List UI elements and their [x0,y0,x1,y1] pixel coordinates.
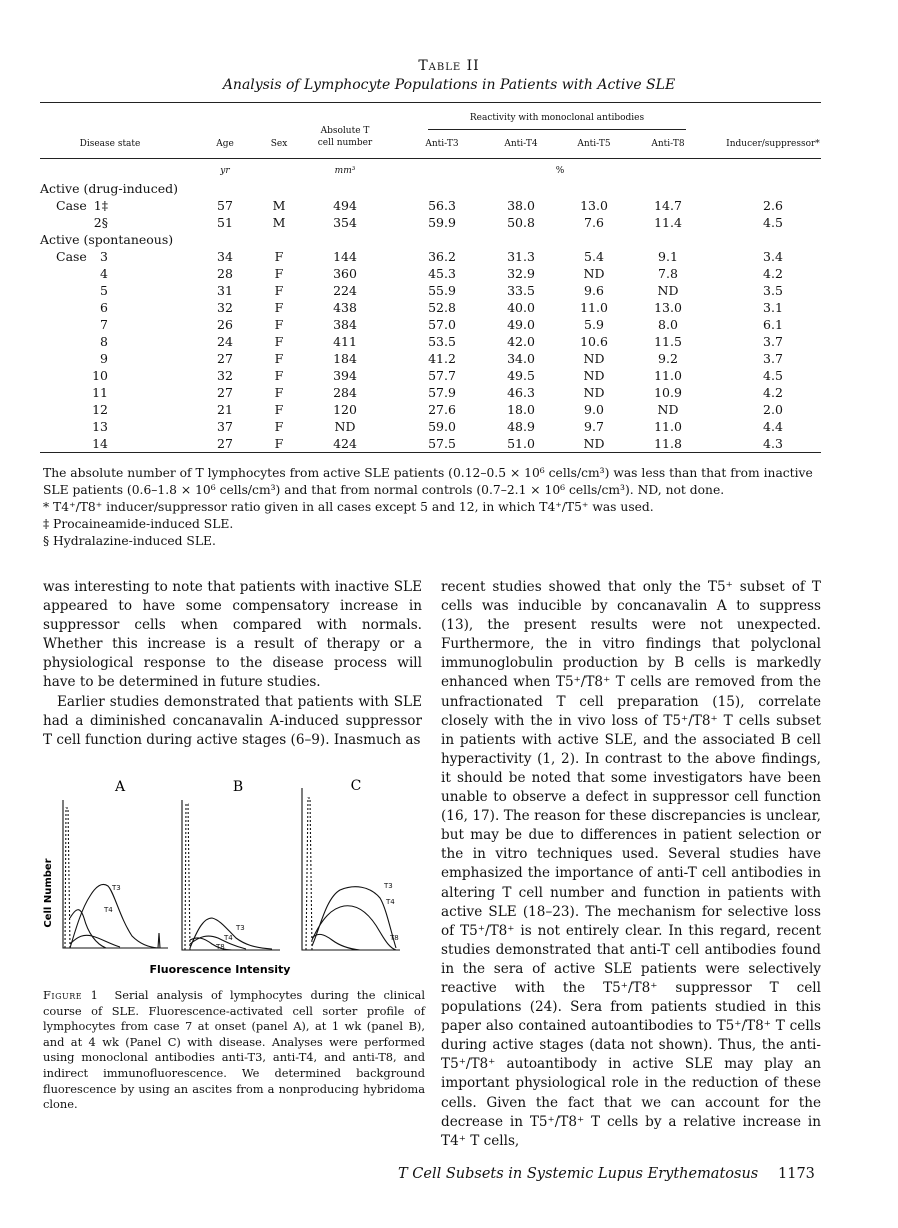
cell-t5: 7.6 [584,215,604,230]
left-paragraph-1: was interesting to note that patients with inactive SLE appeared to have some compensatory increase in suppressor cells when compared with normals. Whether this increase is a result of therapy or a physiological response to the disease process will have to be determined in future studies. [43,579,422,691]
cell-sex: F [274,385,284,400]
cell-age: 28 [217,266,233,281]
panel-c [302,788,400,950]
row-case-number: 14 [92,436,108,451]
row-case-label: Case [56,198,87,213]
cell-t8: 10.9 [654,385,682,400]
cell-age: 51 [217,215,233,230]
cell-t8: 7.8 [658,266,678,281]
cell-t3: 45.3 [428,266,456,281]
cell-t8: 11.8 [654,436,682,451]
cell-age: 26 [217,317,233,332]
group-label-drug: Active (drug-induced) [40,181,178,196]
cell-t4: 50.8 [507,215,535,230]
cell-age: 32 [217,300,233,315]
cell-t8: 9.1 [658,249,678,264]
panel-a-background-curve [65,808,70,948]
cell-abs: 360 [333,266,357,281]
cell-ratio: 3.7 [763,334,783,349]
cell-t8: 11.0 [654,419,682,434]
cell-t3: 59.9 [428,215,456,230]
cell-t5: 11.0 [580,300,608,315]
cell-sex: F [274,249,284,264]
cell-ratio: 4.5 [763,368,783,383]
cell-t3: 56.3 [428,198,456,213]
right-column [441,578,821,1151]
cell-t4: 49.5 [507,368,535,383]
cell-age: 32 [217,368,233,383]
cell-t5: 9.6 [584,283,604,298]
cell-sex: F [274,402,284,417]
cell-abs: 120 [333,402,357,417]
group-header: Reactivity with monoclonal antibodies [469,113,645,123]
cell-t4: 42.0 [507,334,535,349]
panel-c-t3-curve [312,887,396,948]
cell-ratio: 4.5 [763,215,783,230]
cell-t3: 57.5 [428,436,456,451]
group-label-spontaneous: Active (spontaneous) [40,232,174,247]
cell-ratio: 4.2 [763,385,783,400]
cell-age: 24 [217,334,233,349]
cell-sex: F [274,334,284,349]
group-header-rule [428,129,686,130]
cell-t3: 55.9 [428,283,456,298]
header-age: Age [216,139,234,149]
cell-t3: 57.7 [428,368,456,383]
cell-t5: ND [583,368,605,383]
cell-t8: ND [657,283,679,298]
cell-t3: 57.0 [428,317,456,332]
row-case-number: 1‡ [93,198,108,213]
cell-age: 27 [217,351,233,366]
cell-t4: 38.0 [507,198,535,213]
cell-age: 37 [217,419,233,434]
cell-t8: 11.4 [654,215,682,230]
cell-t5: ND [583,385,605,400]
panel-a-t3-label: T3 [112,884,121,892]
cell-t5: 5.4 [584,249,604,264]
figure-caption-lead: Figure 1 [43,988,99,1002]
table-subtitle: Analysis of Lymphocyte Populations in Patients with Active SLE [222,77,676,93]
cell-abs: 184 [333,351,357,366]
cell-sex: F [274,266,284,281]
cell-t4: 46.3 [507,385,535,400]
panel-a-spike [158,933,160,948]
figure-caption-text: Serial analysis of lymphocytes during the clinical course of SLE. Fluorescence-activated cell sorter profile of lymphocytes from case 7 at onset (panel A), at 1 wk (panel B), and at 4 wk (Panel C) with disease. Analyses were performed using monoclonal antibodies anti-T3, anti-T4, and anti-T8, and indirect immunofluorescence. We determined background fluorescence by using an ascites from a nonproducing hybridoma clone. [43,988,425,1112]
cell-age: 34 [217,249,233,264]
cell-t3: 53.5 [428,334,456,349]
cell-ratio: 6.1 [763,317,783,332]
left-column [43,578,422,750]
panel-a-t4-label: T4 [104,906,113,914]
cell-t4: 31.3 [507,249,535,264]
table-footnote-1: The absolute number of T lymphocytes from active SLE patients (0.12–0.5 × 10⁶ cells/cm³) was less than that from inactive SLE patients (0.6–1.8 × 10⁶ cells/cm³) and that from normal controls (0.7–2.1 × 10⁶ cells/cm³). ND, not done. [43,466,813,497]
row-case-number: 11 [92,385,108,400]
cell-t5: ND [583,436,605,451]
cell-sex: M [272,215,286,230]
row-case-number: 13 [92,419,108,434]
cell-abs: 224 [333,283,357,298]
cell-t8: 14.7 [654,198,682,213]
cell-abs: 394 [333,368,357,383]
unit-abs: mm³ [334,166,356,176]
panel-c-t3-label: T3 [384,882,393,890]
cell-ratio: 3.4 [763,249,783,264]
cell-age: 31 [217,283,233,298]
cell-sex: F [274,419,284,434]
cell-t4: 34.0 [507,351,535,366]
row-case-number: 8 [100,334,108,349]
panel-label-b: B [232,779,244,795]
cell-t8: 11.5 [654,334,682,349]
panel-c-t8-label: T8 [390,934,399,942]
cell-t8: 9.2 [658,351,678,366]
row-case-number: 3 [100,249,108,264]
header-anti-t5: Anti-T5 [577,139,611,149]
unit-percent: % [555,166,565,176]
cell-abs: 494 [333,198,357,213]
cell-t3: 52.8 [428,300,456,315]
panel-a [63,800,168,948]
cell-t8: 8.0 [658,317,678,332]
panel-b [182,800,280,951]
row-case-number: 5 [100,283,108,298]
cell-t3: 59.0 [428,419,456,434]
row-case-number: 2§ [93,215,108,230]
cell-abs: 284 [333,385,357,400]
row-case-label: Case [56,249,87,264]
cell-sex: F [274,436,284,451]
x-axis-label: Fluorescence Intensity [149,963,291,976]
cell-age: 57 [217,198,233,213]
header-anti-t4: Anti-T4 [504,139,538,149]
row-case-number: 4 [100,266,108,281]
header-sex: Sex [270,139,288,149]
cell-ratio: 3.5 [763,283,783,298]
cell-t5: 13.0 [580,198,608,213]
header-absolute-t: Absolute T cell number [317,126,373,148]
cell-t4: 33.5 [507,283,535,298]
figure-caption [43,988,425,1113]
cell-abs: 424 [333,436,357,451]
header-ratio: Inducer/suppressor* [726,139,820,149]
page-number: 1173 [778,1166,815,1182]
cell-t5: ND [583,266,605,281]
cell-age: 21 [217,402,233,417]
cell-sex: F [274,368,284,383]
cell-ratio: 3.1 [763,300,783,315]
cell-ratio: 4.4 [763,419,783,434]
table-footnote-4: § Hydralazine-induced SLE. [43,534,216,548]
cell-age: 27 [217,436,233,451]
cell-abs: 354 [333,215,357,230]
cell-t8: 11.0 [654,368,682,383]
cell-t5: 9.7 [584,419,604,434]
panel-label-c: C [350,778,362,794]
panel-a-t4-curve [70,935,120,947]
panel-c-axis [302,788,400,950]
row-case-number: 10 [92,368,108,383]
cell-ratio: 4.2 [763,266,783,281]
panel-c-t8-curve [312,934,360,950]
right-paragraph: recent studies showed that only the T5⁺ subset of T cells was inducible by concanavalin A to suppress (13), the present results were not unexpected. Furthermore, the in vitro findings that polyclonal immunoglobulin production by B cells is markedly enhanced when T5⁺/T8⁺ T cells are removed from the unfractionated T cell preparation (15), correlate closely with the in vivo loss of T5⁺/T8⁺ T cells subset in patients with active SLE, and the associated B cell hyperactivity (1, 2). In contrast to the above findings, it should be noted that some investigators have been unable to observe a defect in suppressor cell function (16, 17). The reason for these discrepancies is unclear, but may be due to differences in patient selection or the in vitro techniques used. Several studies have emphasized the importance of anti-T cell antibodies in altering T cell number and function in patients with active SLE (18–23). The mechanism for selective loss of T5⁺/T8⁺ is not entirely clear. In this regard, recent studies demonstrated that anti-T cell antibodies found in the sera of active SLE patients were selectively reactive with the T5⁺/T8⁺ suppressor T cell populations (24). Sera from patients studied in this paper also contained autoantibodies to T5⁺/T8⁺ T cells during active stages (data not shown). Thus, the anti-T5⁺/T8⁺ autoantibody in active SLE may play an important physiological role in the reduction of these cells. Given the fact that we can account for the decrease in T5⁺/T8⁺ T cells by a relative increase in T4⁺ T cells, [441,579,821,1149]
header-anti-t8: Anti-T8 [651,139,685,149]
panel-b-background-curve [185,804,190,950]
header-anti-t3: Anti-T3 [425,139,459,149]
cell-t4: 48.9 [507,419,535,434]
panel-b-t3-label: T3 [236,924,245,932]
cell-sex: F [274,283,284,298]
row-case-number: 7 [100,317,108,332]
cell-sex: F [274,351,284,366]
cell-sex: F [274,300,284,315]
row-case-number: 12 [92,402,108,417]
cell-abs: 438 [333,300,357,315]
cell-t5: 5.9 [584,317,604,332]
cell-t4: 51.0 [507,436,535,451]
panel-b-axis [182,800,280,950]
cell-t5: 9.0 [584,402,604,417]
cell-t4: 18.0 [507,402,535,417]
figure-1-histograms [40,768,430,983]
running-head: T Cell Subsets in Systemic Lupus Erythematosus [398,1166,759,1182]
cell-t8: 13.0 [654,300,682,315]
cell-t8: ND [657,402,679,417]
header-bottom-rule [40,158,821,159]
cell-ratio: 4.3 [763,436,783,451]
cell-age: 27 [217,385,233,400]
panel-b-t4-label: T4 [224,934,233,942]
cell-sex: F [274,317,284,332]
cell-t3: 36.2 [428,249,456,264]
table-footnote-2: * T4⁺/T8⁺ inducer/suppressor ratio given in all cases except 5 and 12, in which T4⁺/T5⁺ was used. [43,500,654,514]
row-case-number: 9 [100,351,108,366]
cell-t5: 10.6 [580,334,608,349]
table-top-rule [40,102,821,103]
cell-ratio: 2.0 [763,402,783,417]
panel-label-a: A [114,779,126,795]
cell-t3: 27.6 [428,402,456,417]
cell-t3: 41.2 [428,351,456,366]
cell-t4: 40.0 [507,300,535,315]
cell-ratio: 3.7 [763,351,783,366]
table-footnote-3: ‡ Procaineamide-induced SLE. [43,517,234,531]
cell-abs: 411 [333,334,357,349]
cell-t5: ND [583,351,605,366]
panel-a-axis [63,800,168,948]
cell-sex: M [272,198,286,213]
table-bottom-rule [40,452,821,453]
header-disease-state: Disease state [79,139,141,149]
panel-b-t8-label: T8 [216,943,225,951]
cell-t4: 32.9 [507,266,535,281]
row-case-number: 6 [100,300,108,315]
cell-abs: 144 [333,249,357,264]
panel-c-t4-label: T4 [386,898,395,906]
unit-age: yr [220,166,230,176]
cell-t4: 49.0 [507,317,535,332]
table-title: Table II [418,58,480,74]
cell-abs: ND [334,419,356,434]
y-axis-label: Cell Number [43,858,54,928]
panel-c-background-curve [306,798,312,950]
left-paragraph-2: Earlier studies demonstrated that patients with SLE had a diminished concanavalin A-induced suppressor T cell function during active stages (6–9). Inasmuch as [43,693,422,748]
cell-abs: 384 [333,317,357,332]
cell-ratio: 2.6 [763,198,783,213]
cell-t3: 57.9 [428,385,456,400]
